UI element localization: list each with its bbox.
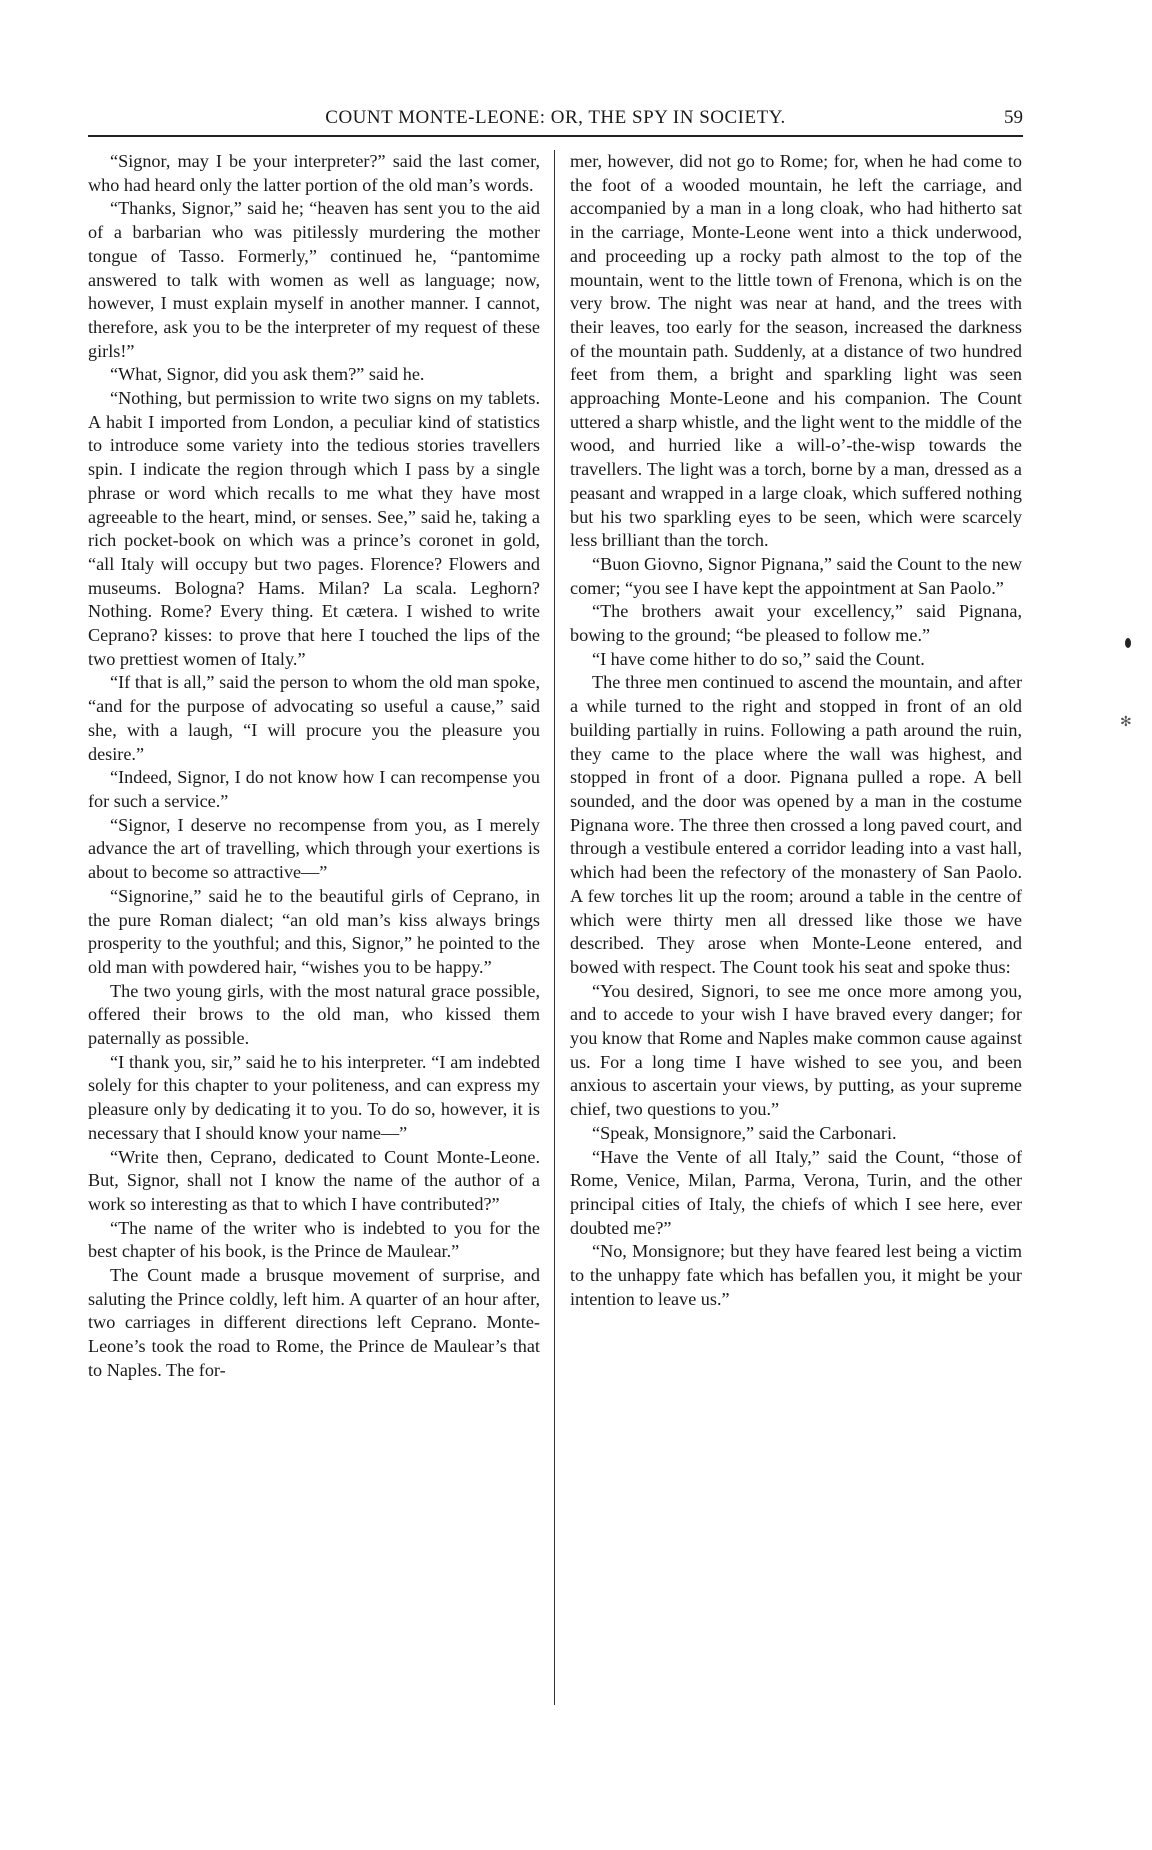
paragraph: “Signor, may I be your interpreter?” said the last comer, who had heard only the latter portion of the old man’s words. (88, 151, 540, 195)
column-divider (554, 150, 555, 1705)
margin-speck-icon: ✻ (1120, 715, 1132, 730)
paragraph: The three men continued to ascend the mountain, and after a while turned to the right and stopped in front of an old building partially in ruins. Following a path around the ruin, they came to the place where the wall was highest, and stopped in front of a door. Pignana pulled a rope. A bell sounded, and the door was opened by a man in the costume Pignana wore. The three then crossed a long paved court, and through a vestibule entered a corridor leading into a vast hall, which had been the refectory of the monastery of San Paolo. A few torches lit up the room; around a table in the centre of which were thirty men all dressed like those we have described. They arose when Monte-Leone entered, and bowed with respect. The Count took his seat and spoke thus: (570, 672, 1022, 977)
paragraph: “The brothers await your excellency,” said Pignana, bowing to the ground; “be pleased to follow me.” (570, 601, 1022, 646)
paragraph: “The name of the writer who is indebted to you for the best chapter of his book, is the Prince de Maulear.” (88, 1217, 540, 1262)
running-title: COUNT MONTE-LEONE: OR, THE SPY IN SOCIETY. (325, 107, 786, 128)
paragraph: “Signor, I deserve no recompense from you, as I merely advance the art of travelling, which through your exertions is about to become so attractive—” (88, 814, 540, 883)
page-number: 59 (1004, 107, 1023, 128)
paragraph: “Thanks, Signor,” said he; “heaven has sent you to the aid of a barbarian who was pitilessly murdering the mother tongue of Tasso. Formerly,” continued he, “pantomime answered to talk with women as well as language; now, however, I must explain myself in another manner. I cannot, therefore, ask you to be the interpreter of my request of these girls!” (88, 198, 540, 361)
paragraph: “I have come hither to do so,” said the Count. (592, 648, 925, 669)
paragraph: “What, Signor, did you ask them?” said he. (110, 364, 425, 385)
paragraph: mer, however, did not go to Rome; for, when he had come to the foot of a wooded mountain, he left the carriage, and accompanied by a man in a long cloak, who had hitherto sat in the carriage, Monte-Leone went into a thick underwood, and proceeding up a rocky path almost to the top of the mountain, went to the little town of Frenona, which is on the very brow. The night was near at hand, and the trees with their leaves, too early for the season, increased the darkness of the mountain path. Suddenly, at a distance of two hundred feet from them, a bright and sparkling light was seen approaching Monte-Leone and his companion. The Count uttered a sharp whistle, and the light went to the middle of the wood, and hurried like a will-o’-the-wisp towards the travellers. The light was a torch, borne by a man, dressed as a peasant and wrapped in a large cloak, which suffered nothing but his two sparkling eyes to be seen, which were scarcely less brilliant than the torch. (570, 151, 1022, 551)
paragraph: “Signorine,” said he to the beautiful girls of Ceprano, in the pure Roman dialect; “an old man’s kiss always brings prosperity to the youthful; and this, Signor,” he pointed to the old man with powdered hair, “wishes you to be happy.” (88, 885, 540, 977)
paragraph: “Have the Vente of all Italy,” said the Count, “those of Rome, Venice, Milan, Parma, Verona, Turin, and the other principal cities of Italy, the chiefs of which I see here, ever doubted me?” (570, 1146, 1022, 1238)
paragraph: “If that is all,” said the person to whom the old man spoke, “and for the purpose of advocating so useful a cause,” said she, with a laugh, “I will procure you the pleasure you desire.” (88, 672, 540, 764)
paragraph: “Indeed, Signor, I do not know how I can recompense you for such a service.” (88, 767, 540, 811)
paragraph: “No, Monsignore; but they have feared lest being a victim to the unhappy fate which has befallen you, it might be your intention to leave us.” (570, 1241, 1022, 1309)
running-header (88, 103, 1023, 137)
paragraph: “Buon Giovno, Signor Pignana,” said the Count to the new comer; “you see I have kept the appointment at San Paolo.” (570, 553, 1022, 598)
paragraph: “You desired, Signori, to see me once more among you, and to accede to your wish I have braved every danger; for you know that Rome and Naples make common cause against us. For a long time I have wished to see you, and been anxious to ascertain your views, by putting, as your supreme chief, two questions to you.” (570, 980, 1022, 1120)
paragraph: The Count made a brusque movement of surprise, and saluting the Prince coldly, left him. A quarter of an hour after, two carriages in different directions left Ceprano. Monte-Leone’s took the road to Rome, the Prince de Maulear’s that to Naples. The for- (88, 1265, 540, 1380)
ink-blot (1125, 638, 1131, 648)
paragraph: “Write then, Ceprano, dedicated to Count Monte-Leone. But, Signor, shall not I know the name of the author of a work so interesting as that to which I have contributed?” (88, 1146, 540, 1214)
paragraph: The two young girls, with the most natural grace possible, offered their brows to the old man, who kissed them paternally as possible. (88, 980, 540, 1049)
paragraph: “I thank you, sir,” said he to his interpreter. “I am indebted solely for this chapter to your politeness, and can express my pleasure only by dedicating it to you. To do so, however, it is necessary that I should know your name—” (88, 1051, 540, 1143)
paragraph: “Nothing, but permission to write two signs on my tablets. A habit I imported from London, a peculiar kind of statistics to introduce some variety into the tedious stories travellers spin. I indicate the region through which I pass by a single phrase or word which recalls to me what they have most agreeable to the heart, mind, or senses. See,” said he, taking a rich pocket-book on which was a prince’s coronet in gold, “all Italy will occupy but two pages. Florence? Flowers and museums. Bologna? Hams. Milan? La scala. Leghorn? Nothing. Rome? Every thing. Et cætera. I wished to write Ceprano? kisses: to prove that here I touched the lips of the two prettiest women of Italy.” (88, 388, 540, 669)
paragraph: “Speak, Monsignore,” said the Carbonari. (592, 1122, 897, 1143)
right-column (570, 150, 1022, 1720)
left-column (88, 150, 540, 1720)
